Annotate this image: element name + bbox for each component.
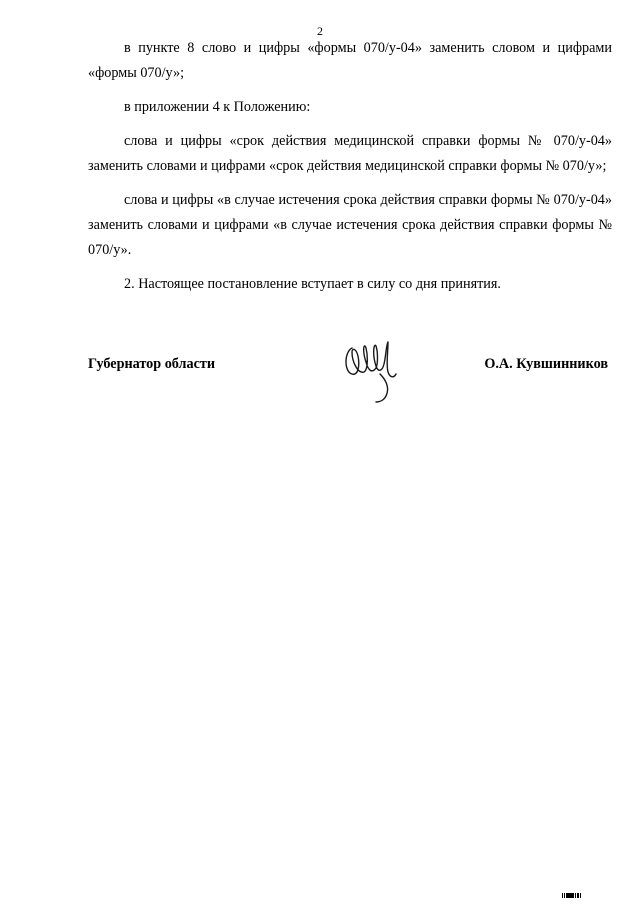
paragraph-effective-date: 2. Настоящее постановление вступает в силу со дня принятия. (124, 276, 501, 292)
document-body (88, 36, 612, 306)
signature-block (88, 338, 608, 408)
paragraph-expiry-amendment: слова и цифры «в случае истечения срока действия справки формы № 070/у-04» заменить словами и цифрами «в случае истечения срока действия справки формы № 070/у». (88, 192, 612, 258)
signer-name: О.А. Кувшинников (484, 356, 608, 372)
paragraph-item-8-amendment: в пункте 8 слово и цифры «формы 070/у-04» заменить словом и цифрами «формы 070/у»; (88, 40, 612, 81)
barcode-mark (562, 893, 582, 898)
paragraph-validity-amendment: слова и цифры «срок действия медицинской справки формы № 070/у-04» заменить словами и цифрами «срок действия медицинской справки формы № 070/у»; (88, 133, 612, 174)
page-number: 2 (317, 24, 323, 38)
handwritten-signature (342, 338, 398, 404)
paragraph-appendix-4-intro: в приложении 4 к Положению: (124, 99, 311, 115)
signer-title: Губернатор области (88, 356, 216, 372)
